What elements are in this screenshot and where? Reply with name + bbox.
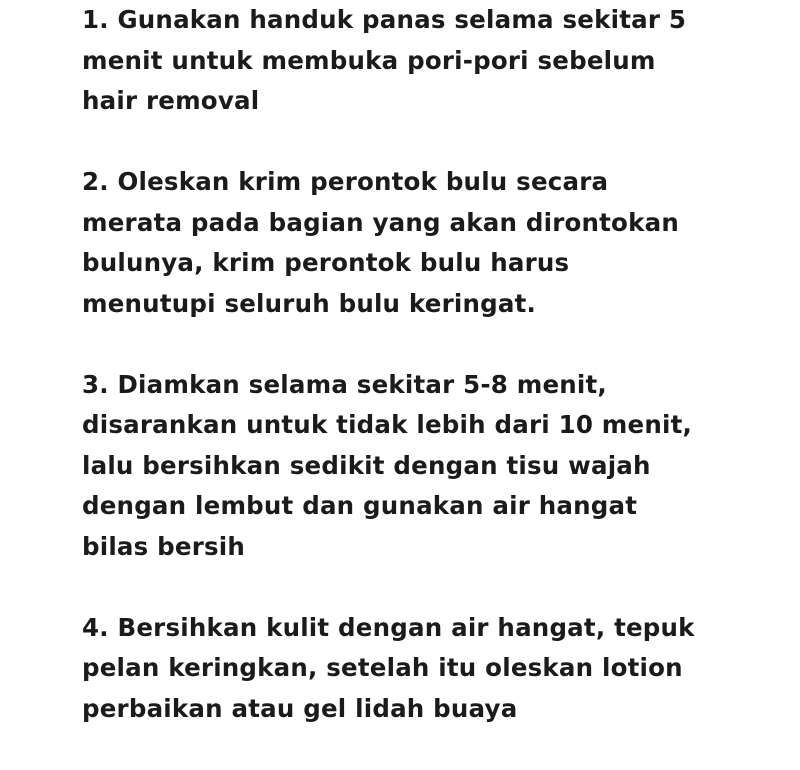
step-1-line-2: menit untuk membuka pori-pori sebelum (82, 45, 656, 75)
step-1 (82, 0, 782, 122)
step-2-line-2: merata pada bagian yang akan dirontokan (82, 207, 679, 237)
step-3-line-2: disarankan untuk tidak lebih dari 10 menit, (82, 410, 692, 439)
step-4-line-3: perbaikan atau gel lidah buaya (82, 693, 518, 723)
step-1-line-1: 1. Gunakan handuk panas selama sekitar 5 (82, 5, 687, 34)
step-2-line-4: menutupi seluruh bulu keringat. (82, 288, 536, 318)
step-2 (82, 162, 782, 324)
step-4 (82, 608, 782, 730)
step-3 (82, 365, 782, 568)
step-3-line-4: dengan lembut dan gunakan air hangat (82, 491, 638, 520)
step-2-line-3: bulunya, krim perontok bulu harus (82, 248, 570, 277)
instruction-document (82, 0, 782, 770)
step-4-line-1: 4. Bersihkan kulit dengan air hangat, tepuk (82, 612, 695, 642)
step-3-line-5: bilas bersih (82, 531, 246, 561)
step-4-line-2: pelan keringkan, setelah itu oleskan lotion (82, 653, 683, 682)
step-2-line-1: 2. Oleskan krim perontok bulu secara (82, 167, 609, 196)
step-1-line-3: hair removal (82, 86, 260, 115)
step-3-line-3: lalu bersihkan sedikit dengan tisu wajah (82, 450, 651, 480)
step-3-line-1: 3. Diamkan selama sekitar 5-8 menit, (82, 369, 607, 399)
